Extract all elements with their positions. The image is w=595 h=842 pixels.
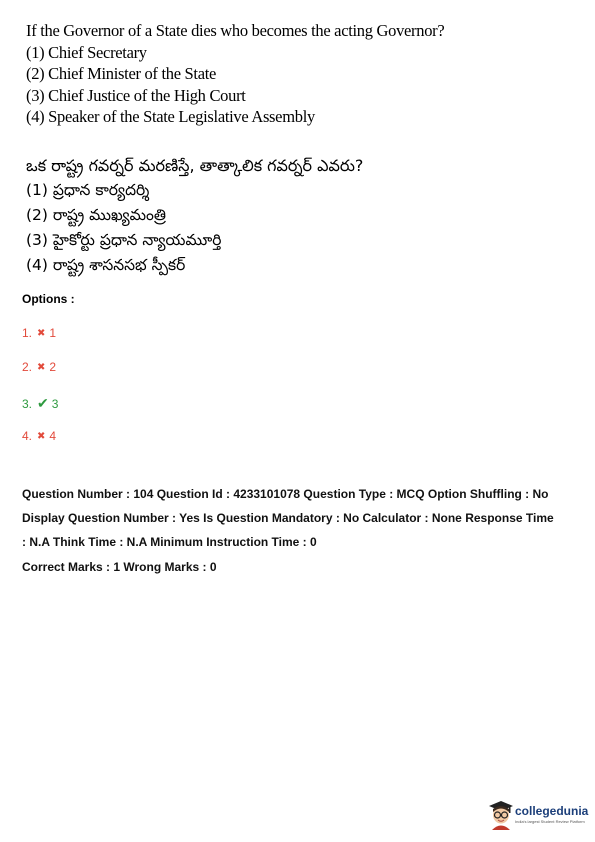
- telugu-option-1: (1) ప్రధాన కార్యదర్శి: [26, 181, 150, 199]
- question-option-4: (4) Speaker of the State Legislative Assembly: [26, 107, 315, 126]
- answer-option-value: 3: [51, 396, 59, 411]
- cross-icon: ✖: [37, 327, 46, 339]
- cross-icon: ✖: [37, 361, 46, 373]
- answer-option-value: 1: [49, 326, 57, 340]
- telugu-prompt: ఒక రాష్ట్ర గవర్నర్ మరణిస్తే, తాత్కాలిక గవర్నర్ ఎవరు?: [26, 156, 364, 175]
- metadata-line-2: Display Question Number : Yes Is Question Mandatory : No Calculator : None Response Time: [22, 511, 554, 525]
- answer-option-3: [22, 395, 58, 412]
- answer-option-number: 4.: [22, 429, 33, 443]
- student-mascot-icon: [488, 800, 514, 830]
- question-option-2: (2) Chief Minister of the State: [26, 64, 217, 83]
- answer-option-1: [22, 326, 56, 340]
- collegedunia-logo: [488, 800, 588, 832]
- marks-info: Correct Marks : 1 Wrong Marks : 0: [22, 560, 217, 574]
- logo-wordmark: collegedunia: [515, 804, 589, 818]
- answer-option-value: 4: [49, 429, 57, 443]
- question-option-1: (1) Chief Secretary: [26, 42, 147, 62]
- answer-option-value: 2: [49, 360, 57, 374]
- options-label: Options :: [22, 292, 75, 306]
- metadata-line-3: : N.A Think Time : N.A Minimum Instruction Time : 0: [22, 535, 317, 549]
- metadata-line-1: Question Number : 104 Question Id : 4233101078 Question Type : MCQ Option Shuffling : No: [22, 487, 549, 501]
- answer-option-4: [22, 429, 56, 443]
- question-prompt: If the Governor of a State dies who becomes the acting Governor?: [26, 21, 445, 40]
- logo-tagline: India's largest Student Review Platform: [515, 819, 585, 824]
- check-icon: ✔: [37, 395, 49, 411]
- answer-option-number: 3.: [22, 396, 33, 411]
- question-telugu: [26, 153, 566, 278]
- question-metadata: [22, 482, 582, 554]
- answer-option-number: 2.: [22, 360, 33, 374]
- answer-option-2: [22, 360, 56, 374]
- question-option-3: (3) Chief Justice of the High Court: [26, 85, 246, 105]
- telugu-option-3: (3) హైకోర్టు ప్రధాన న్యాయమూర్తి: [26, 231, 222, 249]
- cross-icon: ✖: [37, 430, 46, 442]
- question-english: [26, 20, 566, 128]
- telugu-option-2: (2) రాష్ట్ర ముఖ్యమంత్రి: [26, 206, 166, 224]
- answer-option-number: 1.: [22, 326, 33, 340]
- telugu-option-4: (4) రాష్ట్ర శాసనసభ స్పీకర్: [26, 256, 186, 274]
